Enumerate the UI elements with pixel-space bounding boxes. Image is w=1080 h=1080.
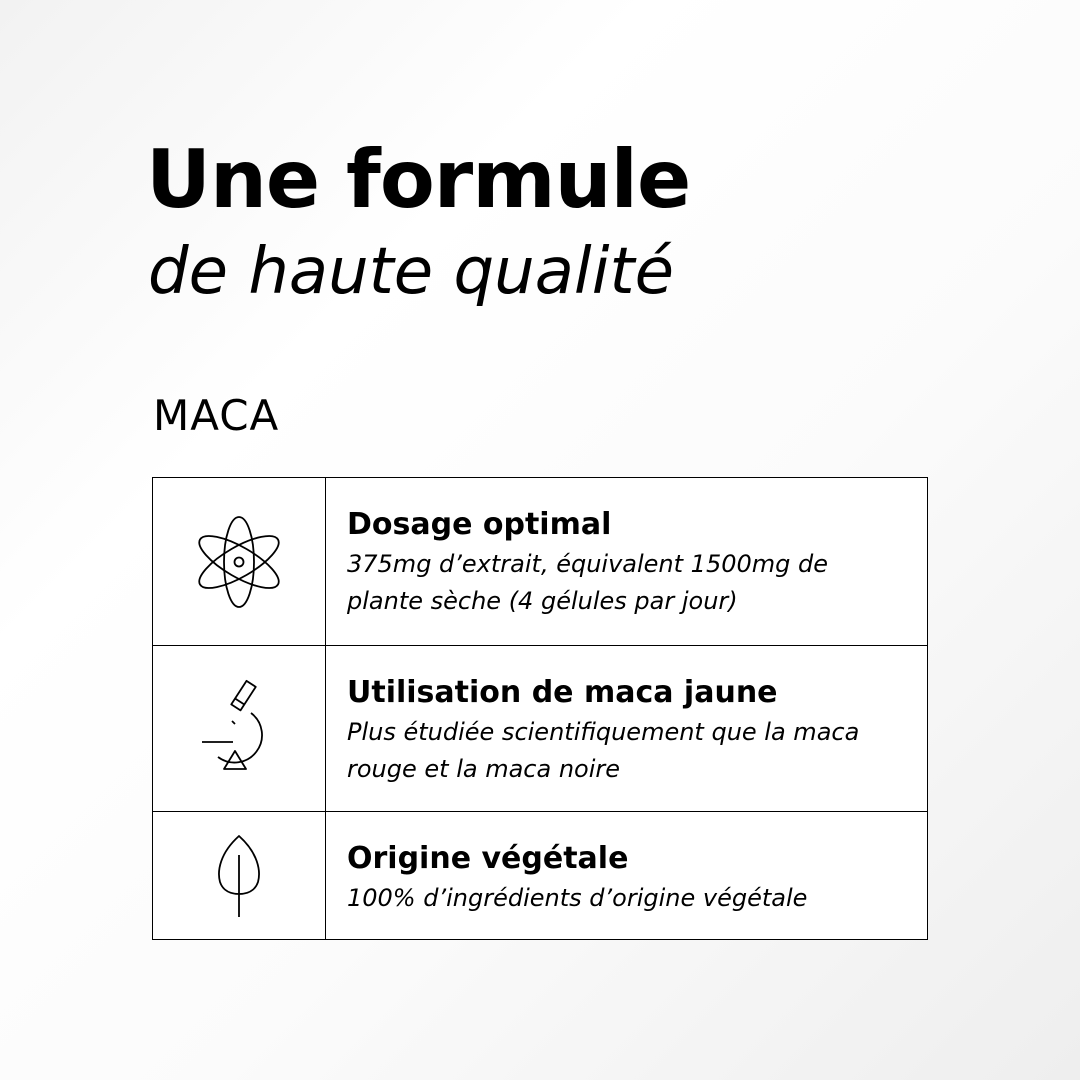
feature-row [153, 646, 928, 812]
feature-text-cell [326, 646, 928, 812]
feature-description: Plus étudiée scientifiquement que la maca rouge et la maca noire [347, 718, 860, 783]
feature-description: 100% d’ingrédients d’origine végétale [347, 884, 808, 912]
feature-text-cell [326, 478, 928, 646]
product-name: MACA [153, 391, 280, 440]
feature-row [153, 812, 928, 940]
features-table [152, 477, 928, 940]
feature-title: Origine végétale [347, 841, 629, 876]
page-subtitle: de haute qualité [148, 235, 674, 309]
feature-title: Dosage optimal [347, 507, 612, 542]
feature-icon-cell [153, 478, 326, 646]
feature-text-cell [326, 812, 928, 940]
atom-icon [194, 515, 284, 609]
leaf-icon [214, 833, 264, 919]
feature-title: Utilisation de maca jaune [347, 675, 778, 710]
feature-icon-cell [153, 812, 326, 940]
feature-description: 375mg d’extrait, équivalent 1500mg de plante sèche (4 gélules par jour) [347, 550, 828, 615]
microscope-icon [199, 679, 279, 779]
page-title: Une formule [146, 133, 691, 226]
feature-row [153, 478, 928, 646]
feature-icon-cell [153, 646, 326, 812]
